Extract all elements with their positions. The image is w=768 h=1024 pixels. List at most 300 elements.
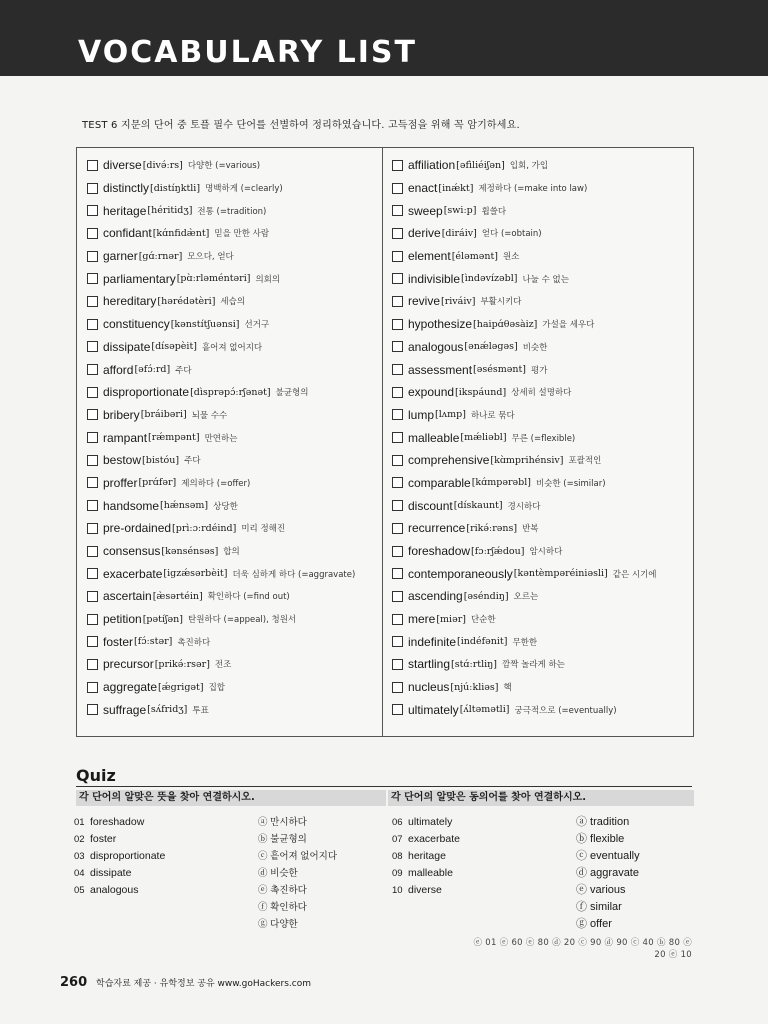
vocab-word: dissipate	[103, 339, 151, 354]
footer-text: 학습자료 제공 · 유학정보 공유 www.goHackers.com	[96, 979, 311, 989]
checkbox[interactable]	[87, 546, 98, 557]
checkbox[interactable]	[87, 205, 98, 216]
checkbox[interactable]	[87, 523, 98, 534]
vocab-pronunciation: [əfìliéiʃən]	[456, 159, 505, 171]
checkbox[interactable]	[392, 455, 403, 466]
vocab-word: nucleus	[408, 680, 450, 695]
page-title: VOCABULARY LIST	[78, 35, 417, 70]
quiz-title: Quiz	[76, 766, 116, 785]
checkbox[interactable]	[87, 591, 98, 602]
vocab-pronunciation: [divə́ːrs]	[142, 159, 183, 171]
vocab-item	[87, 562, 377, 585]
vocab-pronunciation: [bistóu]	[142, 454, 180, 466]
vocab-meaning: 모으다, 얻다	[187, 252, 234, 263]
checkbox[interactable]	[392, 228, 403, 239]
checkbox[interactable]	[87, 296, 98, 307]
vocab-meaning: 얻다 (=obtain)	[481, 229, 542, 240]
vocab-word: expound	[408, 385, 455, 400]
vocab-item	[392, 426, 687, 449]
vocab-pronunciation: [əfɔ́ːrd]	[134, 364, 171, 376]
vocab-word: afford	[103, 362, 134, 377]
vocab-pronunciation: [kənsénsəs]	[161, 545, 219, 557]
checkbox[interactable]	[87, 273, 98, 284]
vocab-meaning: 전통 (=tradition)	[197, 206, 267, 217]
checkbox[interactable]	[392, 682, 403, 693]
checkbox[interactable]	[87, 704, 98, 715]
checkbox[interactable]	[87, 228, 98, 239]
vocab-pronunciation: [kənstítʃuənsi]	[170, 318, 240, 330]
vocab-word: ascending	[408, 589, 463, 604]
quiz-instruction-left: 각 단어의 알맞은 뜻을 찾아 연결하시오.	[76, 790, 386, 806]
vocab-meaning: 무한한	[512, 637, 538, 648]
vocab-item	[392, 449, 687, 472]
quiz-answers: ⓔ 01 ⓔ 60 ⓔ 80 ⓓ 20 ⓒ 90 ⓓ 90 ⓒ 40 ⓑ 80 ⓔ 20 ⓔ 10	[473, 938, 692, 960]
vocab-item	[87, 313, 377, 336]
checkbox[interactable]	[87, 341, 98, 352]
vocab-pronunciation: [dìsprəpɔ́ːrʃənət]	[190, 386, 271, 398]
quiz-item-word: analogous	[90, 884, 139, 896]
checkbox[interactable]	[392, 296, 403, 307]
vocab-word: mere	[408, 612, 436, 627]
vocab-word: diverse	[103, 158, 142, 173]
vocab-item	[392, 267, 687, 290]
vocab-word: discount	[408, 498, 453, 513]
checkbox[interactable]	[87, 183, 98, 194]
vocab-item	[87, 630, 377, 653]
quiz-rule	[76, 786, 692, 787]
vocab-word: hereditary	[103, 294, 157, 309]
vocab-word: recurrence	[408, 521, 466, 536]
vocab-word: consensus	[103, 544, 161, 559]
vocab-meaning: 흩어져 없어지다	[201, 342, 263, 353]
checkbox[interactable]	[87, 319, 98, 330]
checkbox[interactable]	[392, 273, 403, 284]
vocab-meaning: 주다	[175, 365, 192, 376]
vocab-column-left	[87, 154, 377, 721]
vocab-word: ultimately	[408, 702, 459, 717]
vocab-meaning: 하나로 묶다	[470, 410, 515, 421]
vocab-item	[87, 154, 377, 177]
vocab-pronunciation: [bráibəri]	[140, 409, 187, 421]
vocab-meaning: 깜짝 놀라게 하는	[501, 660, 565, 671]
quiz-option: ⓔ various	[576, 884, 626, 896]
vocab-item	[392, 358, 687, 381]
vocab-pronunciation: [əséndiŋ]	[463, 590, 509, 602]
vocab-pronunciation: [sʌ́fridʒ]	[147, 704, 188, 716]
vocab-word: revive	[408, 294, 441, 309]
checkbox[interactable]	[87, 614, 98, 625]
vocab-pronunciation: [pətíʃən]	[142, 613, 183, 625]
vocab-word: garner	[103, 249, 138, 264]
vocab-word: malleable	[408, 430, 460, 445]
vocab-item	[392, 585, 687, 608]
vocab-meaning: 상세히 설명하다	[511, 388, 572, 399]
vocab-item	[87, 472, 377, 495]
checkbox[interactable]	[87, 251, 98, 262]
vocab-meaning: 암시하다	[529, 547, 563, 558]
quiz-option: ⓑ flexible	[576, 833, 625, 845]
quiz-item	[392, 848, 460, 865]
vocab-meaning: 같은 시기에	[612, 569, 657, 580]
checkbox[interactable]	[87, 477, 98, 488]
vocab-item	[87, 336, 377, 359]
vocab-word: indefinite	[408, 634, 457, 649]
vocab-meaning: 오르는	[513, 592, 539, 603]
vocab-word: indivisible	[408, 271, 461, 286]
quiz-item	[392, 831, 460, 848]
vocab-item	[392, 494, 687, 517]
vocab-word: constituency	[103, 317, 170, 332]
vocab-item	[392, 336, 687, 359]
vocab-meaning: 평가	[531, 365, 548, 376]
vocab-pronunciation: [stɑ́ːrtliŋ]	[451, 658, 497, 670]
vocab-pronunciation: [héritidʒ]	[147, 205, 193, 217]
vocab-item	[392, 313, 687, 336]
quiz-option: ⓖ 다양한	[258, 919, 298, 930]
vocab-pronunciation: [hǽnsəm]	[160, 500, 209, 512]
vocab-meaning: 확인하다 (=find out)	[207, 592, 290, 603]
quiz-item-number: 05	[74, 885, 85, 896]
vocab-word: confidant	[103, 226, 152, 241]
checkbox[interactable]	[87, 409, 98, 420]
quiz-item	[74, 882, 165, 899]
quiz-left-options	[258, 814, 337, 933]
quiz-option: ⓐ tradition	[576, 816, 630, 828]
quiz-option: ⓑ 불균형의	[258, 834, 307, 845]
checkbox[interactable]	[392, 636, 403, 647]
vocab-item	[87, 222, 377, 245]
vocab-word: heritage	[103, 203, 147, 218]
vocab-item	[87, 290, 377, 313]
vocab-meaning: 단순한	[470, 615, 496, 626]
vocab-pronunciation: [igzǽsərbèit]	[163, 568, 228, 580]
vocab-word: affiliation	[408, 158, 456, 173]
vocab-pronunciation: [ʌ́ltəmətli]	[459, 704, 510, 716]
column-divider	[382, 148, 383, 736]
vocab-word: sweep	[408, 203, 443, 218]
vocab-pronunciation: [kɑ̀mprihénsiv]	[490, 454, 564, 466]
vocab-meaning: 미리 정해진	[241, 524, 286, 535]
vocab-meaning: 믿을 만한 사람	[214, 229, 270, 240]
checkbox[interactable]	[87, 659, 98, 670]
quiz-item	[392, 882, 460, 899]
vocab-word: ascertain	[103, 589, 152, 604]
vocab-item	[87, 676, 377, 699]
vocab-item	[87, 540, 377, 563]
quiz-item	[392, 814, 460, 831]
vocab-word: lump	[408, 407, 435, 422]
vocab-meaning: 집합	[208, 683, 226, 694]
vocab-meaning: 나눌 수 없는	[522, 274, 569, 285]
quiz-item-word: diverse	[408, 884, 442, 896]
vocab-word: rampant	[103, 430, 148, 445]
quiz-item-number: 09	[392, 868, 403, 879]
vocab-meaning: 비슷한 (=similar)	[535, 478, 606, 489]
vocab-item	[87, 653, 377, 676]
vocab-meaning: 비슷한	[522, 342, 548, 353]
vocab-word: bestow	[103, 453, 142, 468]
checkbox[interactable]	[392, 614, 403, 625]
vocab-item	[392, 404, 687, 427]
vocab-pronunciation: [inǽkt]	[438, 182, 474, 194]
vocab-item	[87, 245, 377, 268]
quiz-item-number: 07	[392, 834, 403, 845]
quiz-item	[74, 865, 165, 882]
checkbox[interactable]	[87, 636, 98, 647]
vocabulary-box	[76, 147, 694, 737]
vocab-word: exacerbate	[103, 566, 163, 581]
vocab-item	[392, 472, 687, 495]
vocab-meaning: 명백하게 (=clearly)	[205, 184, 283, 195]
vocab-item	[392, 608, 687, 631]
vocab-pronunciation: [gɑ́ːrnər]	[138, 250, 183, 262]
quiz-option: ⓓ aggravate	[576, 867, 639, 879]
vocab-pronunciation: [haipɑ́θəsàiz]	[473, 318, 538, 330]
vocab-word: comparable	[408, 475, 471, 490]
vocab-pronunciation: [mǽliəbl]	[460, 432, 507, 444]
vocab-item	[87, 267, 377, 290]
vocab-meaning: 포괄적인	[568, 456, 602, 467]
vocab-meaning: 궁극적으로 (=eventually)	[514, 705, 617, 716]
vocab-pronunciation: [hərédətèri]	[157, 295, 216, 307]
vocab-item	[87, 199, 377, 222]
vocab-pronunciation: [kɑ́nfidæ̀nt]	[152, 227, 210, 239]
vocab-pronunciation: [indéfənit]	[457, 636, 508, 648]
checkbox[interactable]	[87, 432, 98, 443]
quiz-item-number: 06	[392, 817, 403, 828]
vocab-word: foster	[103, 634, 134, 649]
quiz-item-word: malleable	[408, 867, 453, 879]
vocab-meaning: 세습의	[220, 297, 246, 308]
vocab-pronunciation: [fɔːrʃǽdou]	[471, 545, 525, 557]
vocab-item	[87, 404, 377, 427]
vocab-pronunciation: [ìndəvízəbl]	[461, 273, 518, 285]
footer	[60, 975, 311, 990]
vocab-meaning: 제의하다 (=offer)	[181, 478, 251, 489]
quiz-item-word: heritage	[408, 850, 446, 862]
vocab-word: disproportionate	[103, 385, 190, 400]
vocab-item	[392, 381, 687, 404]
checkbox[interactable]	[392, 704, 403, 715]
checkbox[interactable]	[392, 251, 403, 262]
vocab-word: handsome	[103, 498, 160, 513]
vocab-pronunciation: [riváiv]	[441, 295, 476, 307]
vocab-word: startling	[408, 657, 451, 672]
vocab-column-right	[392, 154, 687, 721]
vocab-item	[87, 494, 377, 517]
vocab-item	[87, 358, 377, 381]
quiz-option: ⓕ similar	[576, 901, 622, 913]
checkbox[interactable]	[392, 205, 403, 216]
quiz-item	[74, 848, 165, 865]
vocab-meaning: 상당한	[213, 501, 238, 512]
vocab-meaning: 휩쓸다	[481, 206, 507, 217]
vocab-word: comprehensive	[408, 453, 490, 468]
vocab-word: bribery	[103, 407, 140, 422]
vocab-pronunciation: [fɔ́ːstər]	[134, 636, 173, 648]
vocab-item	[87, 426, 377, 449]
checkbox[interactable]	[87, 682, 98, 693]
vocab-item	[392, 540, 687, 563]
quiz-right-options	[576, 814, 640, 933]
vocab-meaning: 경시하다	[507, 501, 541, 512]
checkbox[interactable]	[87, 455, 98, 466]
vocab-pronunciation: [ikspáund]	[455, 386, 507, 398]
checkbox[interactable]	[87, 500, 98, 511]
vocab-pronunciation: [dísəpèit]	[151, 341, 197, 353]
vocab-meaning: 전조	[214, 660, 232, 671]
vocab-word: derive	[408, 226, 441, 241]
vocab-item	[392, 630, 687, 653]
vocab-word: contemporaneously	[408, 566, 513, 581]
quiz-item-word: ultimately	[408, 816, 453, 828]
checkbox[interactable]	[392, 523, 403, 534]
checkbox[interactable]	[87, 387, 98, 398]
quiz-item-number: 03	[74, 851, 85, 862]
quiz-option: ⓐ 만시하다	[258, 817, 307, 828]
vocab-pronunciation: [distíŋktli]	[150, 182, 201, 194]
vocab-item	[87, 449, 377, 472]
quiz-item-number: 01	[74, 817, 85, 828]
vocab-item	[392, 245, 687, 268]
quiz-item-number: 04	[74, 868, 85, 879]
header-banner	[0, 0, 768, 76]
vocab-item	[392, 222, 687, 245]
vocab-pronunciation: [miər]	[436, 613, 466, 625]
vocab-item	[392, 699, 687, 722]
quiz-option: ⓒ eventually	[576, 850, 640, 862]
quiz-option: ⓓ 비슷한	[258, 868, 298, 879]
vocab-item	[392, 177, 687, 200]
checkbox[interactable]	[392, 659, 403, 670]
vocab-pronunciation: [dískaunt]	[453, 500, 503, 512]
checkbox[interactable]	[392, 546, 403, 557]
vocab-word: hypothesize	[408, 317, 473, 332]
checkbox[interactable]	[392, 387, 403, 398]
vocab-meaning: 뇌물 수수	[191, 410, 228, 421]
vocab-pronunciation: [ənǽləgəs]	[464, 341, 518, 353]
vocab-word: suffrage	[103, 702, 147, 717]
quiz-option: ⓒ 흩어져 없어지다	[258, 851, 338, 862]
checkbox[interactable]	[392, 319, 403, 330]
vocab-item	[87, 585, 377, 608]
vocab-meaning: 제정하다 (=make into law)	[478, 184, 588, 195]
intro-text: TEST 6 지문의 단어 중 토플 필수 단어를 선별하여 정리하였습니다. 고득점을 위해 꼭 암기하세요.	[82, 120, 520, 131]
quiz-instruction-right: 각 단어의 알맞은 동의어를 찾아 연결하시오.	[388, 790, 694, 806]
quiz-item	[74, 814, 165, 831]
vocab-word: enact	[408, 181, 438, 196]
vocab-item	[87, 177, 377, 200]
vocab-pronunciation: [swiːp]	[443, 205, 477, 217]
vocab-pronunciation: [kəntèmpəréiniəsli]	[513, 568, 608, 580]
vocab-word: precursor	[103, 657, 154, 672]
vocab-word: assessment	[408, 362, 473, 377]
quiz-item-word: disproportionate	[90, 850, 166, 862]
vocab-word: proffer	[103, 475, 138, 490]
vocab-item	[87, 608, 377, 631]
vocab-meaning: 다양한 (=various)	[187, 161, 261, 172]
quiz-item	[74, 831, 165, 848]
vocab-item	[392, 154, 687, 177]
vocab-word: foreshadow	[408, 544, 471, 559]
checkbox[interactable]	[87, 364, 98, 375]
checkbox[interactable]	[392, 160, 403, 171]
vocab-item	[87, 381, 377, 404]
vocab-item	[87, 517, 377, 540]
vocab-meaning: 만연하는	[204, 433, 238, 444]
checkbox[interactable]	[392, 591, 403, 602]
vocab-pronunciation: [diráiv]	[441, 227, 477, 239]
checkbox[interactable]	[392, 183, 403, 194]
vocab-pronunciation: [æ̀sərtéin]	[152, 590, 203, 602]
vocab-meaning: 가설을 세우다	[542, 320, 595, 331]
checkbox[interactable]	[392, 568, 403, 579]
vocab-pronunciation: [rǽmpənt]	[148, 432, 200, 444]
vocab-meaning: 의회의	[255, 274, 281, 285]
quiz-item-word: dissipate	[90, 867, 132, 879]
vocab-pronunciation: [éləmənt]	[451, 250, 498, 262]
vocab-pronunciation: [pɑ̀ːrləméntəri]	[176, 273, 251, 285]
vocab-item	[392, 676, 687, 699]
quiz-option: ⓖ offer	[576, 918, 612, 930]
vocab-pronunciation: [kɑ́mpərəbl]	[471, 477, 531, 489]
checkbox[interactable]	[392, 500, 403, 511]
vocab-item	[392, 290, 687, 313]
vocab-pronunciation: [prìːɔːrdéind]	[172, 522, 237, 534]
page-number: 260	[60, 975, 88, 990]
vocab-meaning: 합의	[223, 547, 240, 558]
vocab-item	[392, 653, 687, 676]
vocab-meaning: 촉진하다	[177, 637, 211, 648]
checkbox[interactable]	[392, 432, 403, 443]
vocab-word: element	[408, 249, 451, 264]
checkbox[interactable]	[87, 160, 98, 171]
vocab-meaning: 입회, 가입	[509, 161, 549, 172]
quiz-option: ⓔ 촉진하다	[258, 885, 307, 896]
vocab-meaning: 더욱 심하게 하다 (=aggravate)	[232, 569, 356, 580]
quiz-item	[392, 865, 460, 882]
vocab-pronunciation: [njúːkliəs]	[450, 681, 499, 693]
checkbox[interactable]	[392, 477, 403, 488]
vocab-meaning: 불균형의	[275, 388, 309, 399]
vocab-pronunciation: [əsésmənt]	[473, 364, 527, 376]
vocab-meaning: 무른 (=flexible)	[511, 433, 576, 444]
vocab-item	[87, 699, 377, 722]
vocab-meaning: 투표	[192, 705, 209, 716]
vocab-pronunciation: [lʌmp]	[435, 409, 466, 421]
quiz-left-items	[74, 814, 165, 899]
quiz-item-word: foster	[90, 833, 117, 845]
vocab-pronunciation: [ǽgrigət]	[158, 681, 204, 693]
quiz-item-number: 08	[392, 851, 403, 862]
quiz-option: ⓕ 확인하다	[258, 902, 307, 913]
vocab-meaning: 탄원하다 (=appeal), 청원서	[188, 615, 297, 626]
vocab-word: pre-ordained	[103, 521, 172, 536]
vocab-pronunciation: [prɑ́fər]	[138, 477, 177, 489]
checkbox[interactable]	[392, 341, 403, 352]
checkbox[interactable]	[392, 409, 403, 420]
vocab-word: parliamentary	[103, 271, 176, 286]
vocab-word: analogous	[408, 339, 464, 354]
vocab-meaning: 핵	[503, 683, 512, 694]
vocab-item	[392, 517, 687, 540]
checkbox[interactable]	[87, 568, 98, 579]
vocab-word: petition	[103, 612, 142, 627]
vocab-pronunciation: [prikə́ːrsər]	[154, 658, 210, 670]
checkbox[interactable]	[392, 364, 403, 375]
vocab-meaning: 반복	[522, 524, 539, 535]
vocab-pronunciation: [rikə́ːrəns]	[466, 522, 518, 534]
